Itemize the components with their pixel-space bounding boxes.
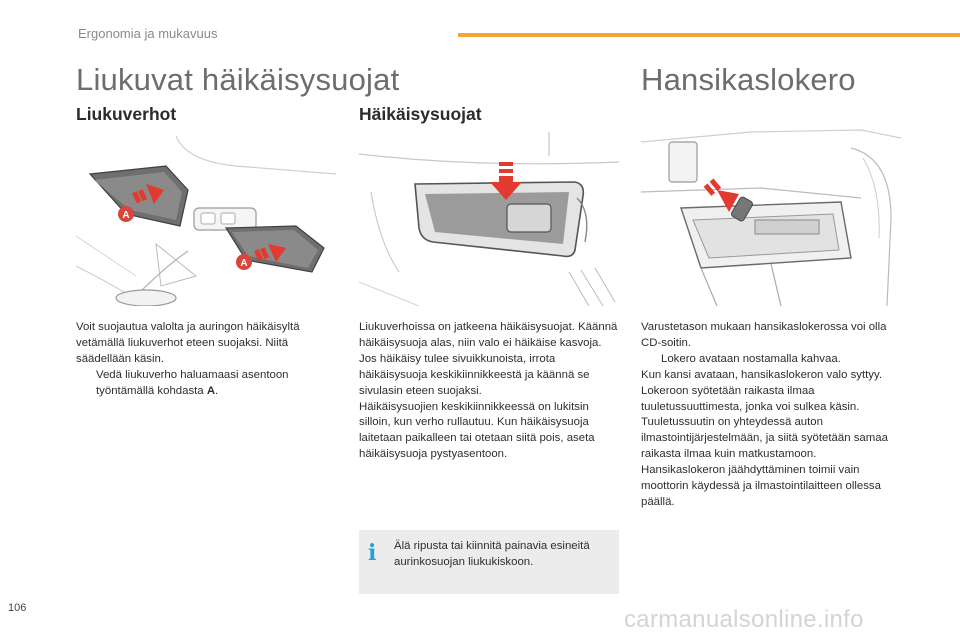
paragraph-visor-1: Liukuverhoissa on jatkeena häikäisysuojat. Käännä häikäisysuoja alas, niin valo ei häikäise kasvoja. bbox=[359, 321, 618, 349]
bullet-item-blind bbox=[76, 368, 338, 400]
paragraph-glovebox-2: Kun kansi avataan, hansikaslokeron valo syttyy. bbox=[641, 368, 883, 381]
bullet-marker bbox=[76, 368, 96, 400]
illustration-sliding-blinds bbox=[76, 136, 336, 306]
paragraph-glovebox-5: Hansikaslokeron jäähdyttäminen toimii vain moottorin käydessä ja ilmastointilaitteen ollessa päällä. bbox=[641, 464, 881, 508]
callout-label-a-2: A bbox=[240, 258, 248, 269]
text-column-sliding-blinds bbox=[76, 320, 338, 400]
illustration-glovebox bbox=[641, 128, 901, 306]
watermark: carmanualsonline.info bbox=[624, 606, 864, 633]
bullet-item-glovebox bbox=[641, 352, 903, 368]
text-column-glovebox bbox=[641, 320, 903, 511]
paragraph-glovebox-4: Tuuletussuutin on yhteydessä auton ilmastointijärjestelmään, ja siitä syötetään samaa raikasta ilmaa kuin matkustamoon. bbox=[641, 416, 888, 461]
section-label: Ergonomia ja mukavuus bbox=[78, 26, 218, 41]
callout-label-a: A bbox=[122, 210, 130, 221]
paragraph-sliding-blinds: Voit suojautua valolta ja auringon häikäisyltä vetämällä liukuverhot eteen suojaksi. Niitä säädellään käsin. bbox=[76, 321, 300, 365]
illustration-sun-visor bbox=[359, 132, 619, 306]
info-icon: i bbox=[368, 540, 377, 566]
paragraph-visor-2: Jos häikäisy tulee sivuikkunoista, irrota häikäisysuoja keskikiinnikkeestä ja käännä se sivulasin eteen suojaksi. bbox=[359, 352, 590, 397]
info-note-text: Älä ripusta tai kiinnitä painavia esineitä aurinkosuojan liukukiskoon. bbox=[394, 540, 590, 568]
paragraph-glovebox-1: Varustetason mukaan hansikaslokerossa voi olla CD-soitin. bbox=[641, 321, 887, 349]
subtitle-sliding-blinds: Liukuverhot bbox=[76, 104, 177, 124]
page-title-sun-visors: Liukuvat häikäisysuojat bbox=[76, 62, 400, 97]
subtitle-sun-visors: Häikäisysuojat bbox=[359, 104, 482, 124]
bullet-text: Lokero avataan nostamalla kahvaa. bbox=[661, 352, 841, 365]
page-title-glovebox: Hansikaslokero bbox=[641, 62, 856, 97]
page-number: 106 bbox=[8, 602, 27, 614]
text-column-sun-visors bbox=[359, 320, 621, 463]
paragraph-visor-3: Häikäisysuojien keskikiinnikkeessä on lukitsin silloin, kun verho rullautuu. Kun häikäisysuoja laitetaan paikalleen tai otetaan siitä pois, aseta häikäisysuoja pystyasentoon. bbox=[359, 400, 595, 461]
bullet-marker bbox=[641, 352, 661, 368]
header-accent-bar bbox=[458, 33, 960, 37]
bullet-text: Vedä liukuverho haluamaasi asentoon työntämällä kohdasta A. bbox=[96, 368, 289, 397]
paragraph-glovebox-3: Lokeroon syötetään raikasta ilmaa tuuletussuuttimesta, jonka voi sulkea käsin. bbox=[641, 384, 860, 413]
